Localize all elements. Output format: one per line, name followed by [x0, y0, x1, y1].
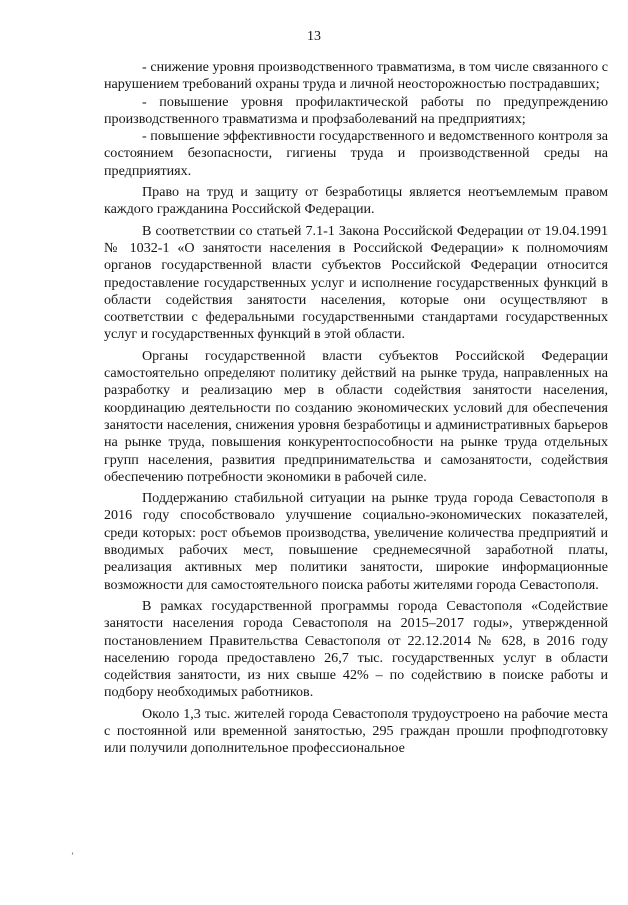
margin-mark: ʼ: [71, 851, 74, 861]
document-body: [104, 59, 608, 758]
paragraph-right-to-work: Право на труд и защиту от безработицы является неотъемлемым правом каждого гражданина Российской Федерации.: [104, 184, 608, 218]
list-item-control-efficiency: - повышение эффективности государственного и ведомственного контроля за состоянием безопасности, гигиены труда и производственной среды на предприятиях.: [104, 128, 608, 179]
paragraph-labor-market-stability: Поддержанию стабильной ситуации на рынке труда города Севастополя в 2016 году способствовало улучшение социально-экономических показателей, среди которых: рост объемов производства, увеличение количества предприятий и вводимых рабочих мест, повышение среднемесячной заработной платы, реализация активных мер политики занятости, широкие информационные возможности для самостоятельного поиска работы жителями города Севастополя.: [104, 490, 608, 593]
paragraph-law-article: В соответствии со статьей 7.1-1 Закона Российской Федерации от 19.04.1991 № 1032-1 «О занятости населения в Российской Федерации» к полномочиям органов государственной власти субъектов Российской Федерации относится предоставление государственных услуг и исполнение государственных функций в области содействия занятости населения, которые они осуществляют в соответствии с федеральными государственными стандартами государственных услуг и государственных функций в этой области.: [104, 222, 608, 343]
list-item-prevention-work: - повышение уровня профилактической работы по предупреждению производственного травматизма и профзаболеваний на предприятиях;: [104, 93, 608, 127]
paragraph-regional-authorities: Органы государственной власти субъектов Российской Федерации самостоятельно определяют политику действий на рынке труда, направленных на разработку и реализацию мер в области содействия занятости населения, координацию деятельности по созданию экономических условий для обеспечения занятости населения, снижения уровня безработицы и административных барьеров на рынке труда, повышения конкурентоспособности на рынке труда отдельных групп населения, развития предпринимательства и самозанятости, содействия обеспечению потребности экономики в рабочей силе.: [104, 347, 608, 485]
page-number: 13: [307, 29, 321, 44]
paragraph-employment-results: Около 1,3 тыс. жителей города Севастополя трудоустроено на рабочие места с постоянной или временной занятостью, 295 граждан прошли профподготовку или получили дополнительное профессиональное: [104, 705, 608, 757]
paragraph-state-program: В рамках государственной программы города Севастополя «Содействие занятости населения города Севастополя на 2015–2017 годы», утвержденной постановлением Правительства Севастополя от 22.12.2014 № 628, в 2016 году населению города предоставлено 26,7 тыс. государственных услуг в области содействия занятости, из них свыше 42% – по содействию в поиске работы и подбору необходимых работников.: [104, 597, 608, 701]
list-item-injury-reduction: - снижение уровня производственного травматизма, в том числе связанного с нарушением требований охраны труда и личной неосторожностью пострадавших;: [104, 59, 608, 93]
